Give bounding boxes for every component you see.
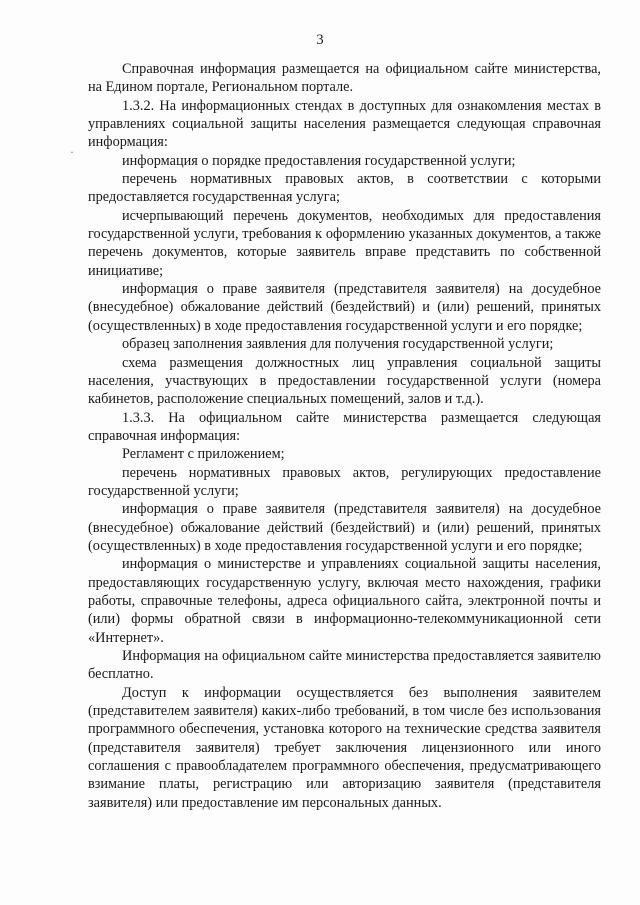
paragraph-free-info: Информация на официальном сайте министерства предоставляется заявителю бесплатно. <box>88 648 601 683</box>
paragraph-appeal-rights-site: информация о праве заявителя (представителя заявителя) на досудебное (внесудебное) обжалование действий (бездействий) и (или) решений, принятых (осуществленных) в ходе предоставления государственной услуги и его порядке; <box>88 501 601 554</box>
paragraph-1-3-2: 1.3.2. На информационных стендах в доступных для ознакомления местах в управлениях социальной защиты населения размещается следующая справочная информация: <box>88 97 601 151</box>
paragraph-legal-acts: перечень нормативных правовых актов, в соответствии с которыми предоставляется государственная услуга; <box>88 171 601 206</box>
paragraph-staff-scheme: схема размещения должностных лиц управления социальной защиты населения, участвующих в предоставлении государственной услуги (номера кабинетов, расположение специальных помещений, залов и т.д.). <box>88 354 601 408</box>
paragraph-1-3-3: 1.3.3. На официальном сайте министерства размещается следующая справочная информация: <box>88 409 601 444</box>
paragraph-ministry-info: информация о министерстве и управлениях социальной защиты населения, предоставляющих государственную услугу, включая место нахождения, графики работы, справочные телефоны, адреса официального сайта, электронной почты и (или) формы обратной связи в информационно-телекоммуникационной сети «Интернет». <box>88 556 601 646</box>
paragraph-regulation: Регламент с приложением; <box>122 446 285 463</box>
paragraph-application-sample: образец заполнения заявления для получения государственной услуги; <box>122 336 554 353</box>
document-body <box>88 60 601 812</box>
paragraph-documents-list: исчерпывающий перечень документов, необходимых для предоставления государственной услуги, требования к оформлению указанных документов, а также перечень документов, которые заявитель вправе представить по собственной инициативе; <box>88 207 601 279</box>
paragraph-appeal-rights: информация о праве заявителя (представителя заявителя) на досудебное (внесудебное) обжалование действий (бездействий) и (или) решений, принятых (осуществленных) в ходе предоставления государственной услуги и его порядке; <box>88 281 601 334</box>
paragraph-reference-info: Справочная информация размещается на официальном сайте министерства, на Едином портале, Региональном портале. <box>88 61 601 96</box>
paragraph-regulating-acts: перечень нормативных правовых актов, регулирующих предоставление государственной услуги; <box>88 464 601 499</box>
paragraph-access-conditions: Доступ к информации осуществляется без выполнения заявителем (представителем заявителя) каких-либо требований, в том числе без использования программного обеспечения, установка которого на технические средства заявителя (представителя заявителя) требует заключения лицензионного или иного соглашения с правообладателем программного обеспечения, предусматривающего взимание платы, регистрацию или авторизацию заявителя (представителя заявителя) или предоставление им персональных данных. <box>88 684 601 811</box>
margin-mark: · <box>70 145 74 159</box>
page-number: 3 <box>316 32 324 48</box>
paragraph-procedure-info: информация о порядке предоставления государственной услуги; <box>122 152 516 169</box>
